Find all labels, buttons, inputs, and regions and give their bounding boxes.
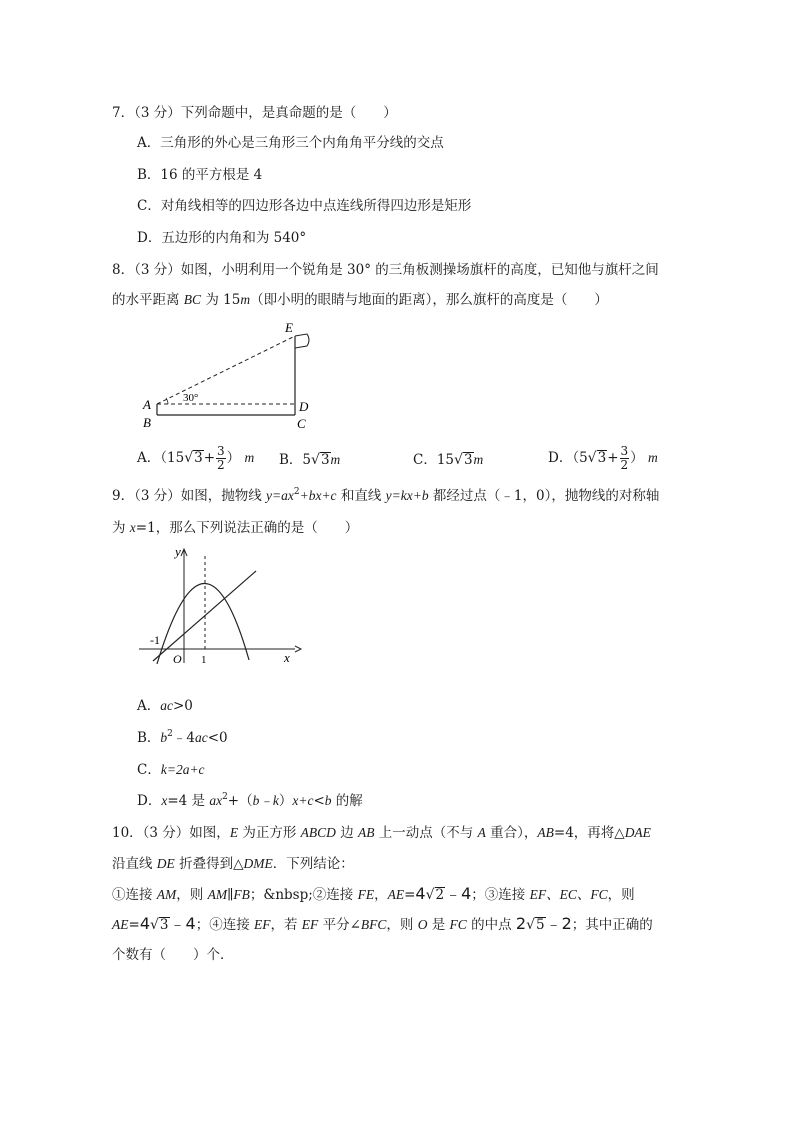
q9-option-b: B．$b^2﹣4ac<0$ (137, 729, 228, 746)
q8-option-a: A．（15√3+ $\frac{3}{2}$ ） m (137, 444, 255, 472)
q9-figure (135, 540, 305, 665)
q7-option-c: C．对角线相等的四边形各边中点连线所得四边形是矩形 (137, 198, 472, 214)
q8-option-b: B．5√3m (279, 452, 341, 468)
label-y: y (175, 544, 181, 559)
line-ae-dashed (157, 336, 295, 404)
label-neg1: -1 (150, 633, 160, 647)
label-e: E (285, 320, 293, 335)
q7-option-d: D．五边形的内角和为 540° (137, 230, 307, 246)
x-axis-arrow (295, 646, 301, 652)
label-x: x (284, 650, 290, 665)
label-one: 1 (201, 654, 207, 665)
q9-option-c: C．k=2a+c (137, 762, 205, 778)
q8-stem-line1: 8．（3 分）如图，小明利用一个锐角是 30° 的三角板测操场旗杆的高度，已知他与旗杆之间 (112, 262, 659, 278)
q9-option-a: A．ac>0 (137, 698, 193, 714)
label-angle: 30° (183, 392, 199, 404)
q8-option-c: C．15√3m (413, 452, 484, 468)
label-a: A (143, 397, 151, 412)
label-origin: O (173, 652, 182, 665)
q9-stem-line2: 为 x=1，那么下列说法正确的是（ ） (112, 520, 359, 536)
flag-icon (295, 334, 309, 348)
q7-option-a: A．三角形的外心是三角形三个内角角平分线的交点 (137, 135, 444, 151)
angle-arc (166, 398, 168, 404)
q8-figure (135, 318, 335, 434)
label-d: D (299, 399, 309, 414)
q10-stem-line1: 10．（3 分）如图，E 为正方形 ABCD 边 AB 上一动点（不与 A 重合），AB=4，再将△DAE (112, 825, 651, 841)
q10-stem-line5: 个数有（ ）个． (112, 947, 234, 963)
label-c: C (297, 416, 306, 431)
q10-stem-line3: ①连接 AM，则 AM∥FB；&nbsp;②连接 FE，AE=4√2﹣4；③连接 EF、EC、FC，则 (112, 884, 635, 903)
q9-stem-line1: 9．（3 分）如图，抛物线 $y=ax^2+bx+c$ 和直线 y=kx+b 都经过点（﹣1，0），抛物线的对称轴 (112, 487, 660, 504)
q7-stem: 7．（3 分）下列命题中，是真命题的是（ ） (112, 105, 397, 121)
parabola (157, 583, 249, 664)
q10-stem-line4: AE=4√3﹣4；④连接 EF，若 EF 平分∠BFC，则 O 是 FC 的中点 2√5﹣2；其中正确的 (112, 914, 653, 933)
q9-option-d: D．x=4 是 $ax^2+(b﹣k)x+c<b$ 的解 (137, 792, 363, 809)
label-b: B (143, 415, 151, 430)
q8-stem-line2: 的水平距离 BC 为 15m（即小明的眼睛与地面的距离），那么旗杆的高度是（ ） (112, 292, 608, 308)
q7-option-b: B．16 的平方根是 4 (137, 167, 263, 183)
q8-option-d: D．（5√3+ $\frac{3}{2}$ ） m (548, 444, 658, 472)
q10-stem-line2: 沿直线 DE 折叠得到△DME．下列结论： (112, 856, 354, 872)
